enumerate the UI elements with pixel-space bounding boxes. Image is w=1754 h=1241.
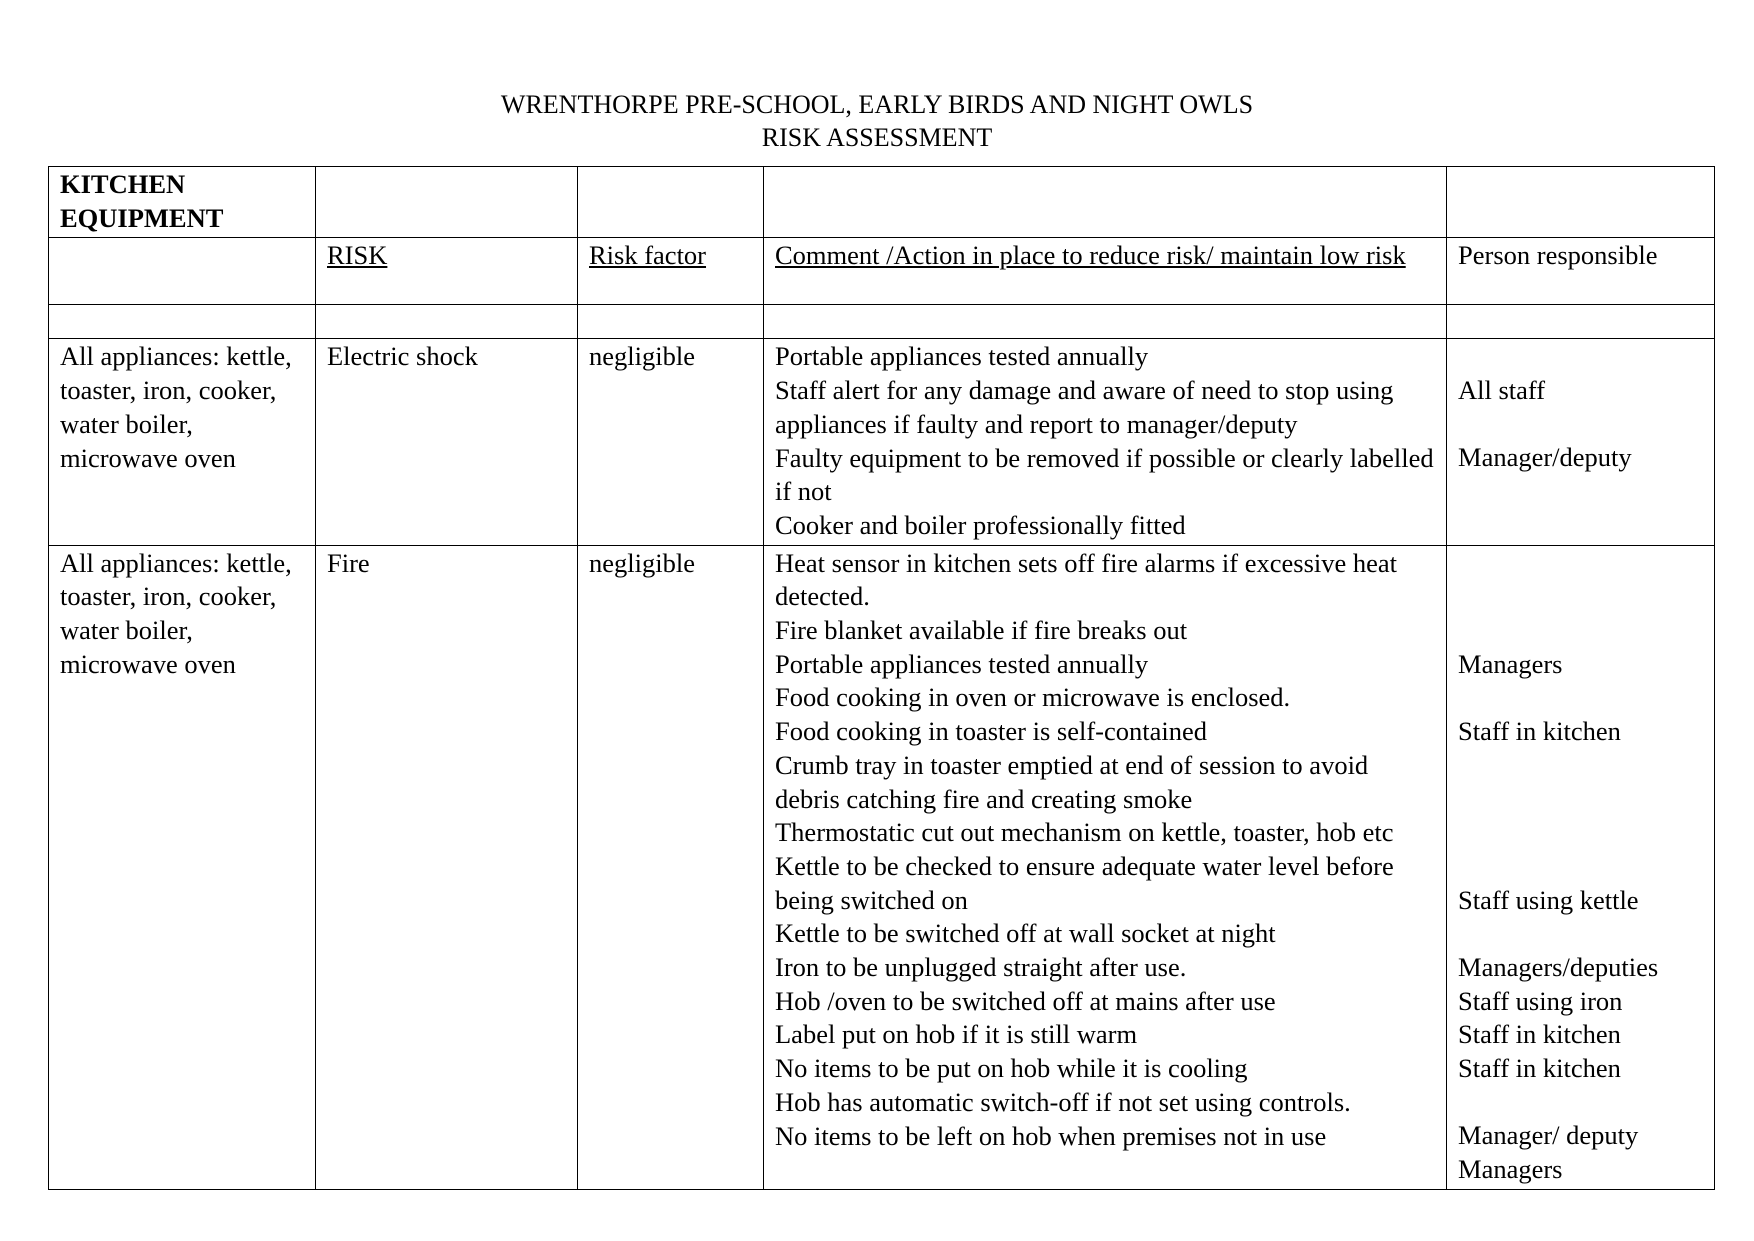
risk-cell: Electric shock [316, 339, 578, 545]
person-line [1458, 782, 1704, 816]
action-item: Label put on hob if it is still warm [775, 1019, 1138, 1050]
persons-cell [1447, 545, 1715, 1189]
person-line: Manager/deputy [1458, 442, 1632, 473]
section-title-cell [49, 167, 316, 238]
title-line-2: RISK ASSESSMENT [761, 123, 993, 152]
spacer-row [49, 305, 1715, 339]
action-item: Faulty equipment to be removed if possible or clearly labelled if not [775, 442, 1434, 507]
header-risk: RISK [316, 238, 578, 305]
action-item: No items to be left on hob when premises not in use [775, 1120, 1327, 1151]
person-line: Managers [1458, 1154, 1563, 1185]
person-line: Staff in kitchen [1458, 1019, 1621, 1050]
person-line [1458, 614, 1704, 648]
section-title: KITCHEN EQUIPMENT [60, 169, 224, 233]
person-line [1458, 850, 1704, 884]
section-title-row [49, 167, 1715, 238]
person-line [1458, 340, 1704, 374]
action-item: Hob has automatic switch-off if not set using controls. [775, 1086, 1351, 1117]
person-line [1458, 816, 1704, 850]
person-line: Manager/ deputy [1458, 1120, 1639, 1151]
action-item: Staff alert for any damage and aware of need to stop using appliances if faulty and report to manager/deputy [775, 375, 1394, 439]
action-item: Portable appliances tested annually [775, 648, 1149, 679]
person-line [1458, 1086, 1704, 1120]
document-title [0, 88, 1754, 154]
person-line: All staff [1458, 375, 1546, 406]
person-line [1458, 580, 1704, 614]
actions-cell [764, 339, 1447, 545]
action-item: Crumb tray in toaster emptied at end of session to avoid debris catching fire and creating smoke [775, 749, 1369, 814]
header-risk-factor: Risk factor [578, 238, 764, 305]
person-line: Managers [1458, 648, 1563, 679]
action-item: Heat sensor in kitchen sets off fire alarms if excessive heat detected. [775, 547, 1398, 612]
person-line [1458, 749, 1704, 783]
risk-assessment-table [48, 166, 1715, 1190]
person-line [1458, 681, 1704, 715]
column-header-row [49, 238, 1715, 305]
action-item: Food cooking in oven or microwave is enclosed. [775, 682, 1291, 713]
person-line [1458, 408, 1704, 442]
person-line: Staff in kitchen [1458, 716, 1621, 747]
person-line: Staff in kitchen [1458, 1053, 1621, 1084]
person-line [1458, 547, 1704, 581]
person-line: Staff using kettle [1458, 884, 1639, 915]
title-line-1: WRENTHORPE PRE-SCHOOL, EARLY BIRDS AND NIGHT OWLS [500, 90, 1254, 119]
risk-cell: Fire [316, 545, 578, 1189]
risk-factor-cell: negligible [578, 545, 764, 1189]
header-person-responsible: Person responsible [1447, 238, 1715, 305]
action-item: Hob /oven to be switched off at mains after use [775, 985, 1276, 1016]
table-row [49, 339, 1715, 545]
person-line: Managers/deputies [1458, 951, 1659, 982]
action-item: Kettle to be checked to ensure adequate water level before being switched on [775, 850, 1394, 915]
header-comment: Comment /Action in place to reduce risk/ maintain low risk [764, 238, 1447, 305]
item-cell: All appliances: kettle, toaster, iron, cooker, water boiler, microwave oven [49, 339, 316, 545]
item-cell: All appliances: kettle, toaster, iron, cooker, water boiler, microwave oven [49, 545, 316, 1189]
person-line [1458, 917, 1704, 951]
action-item: Kettle to be switched off at wall socket at night [775, 918, 1276, 949]
action-item: Fire blanket available if fire breaks out [775, 615, 1188, 646]
action-item: Iron to be unplugged straight after use. [775, 952, 1187, 983]
action-item: Thermostatic cut out mechanism on kettle, toaster, hob etc [775, 817, 1394, 848]
actions-cell [764, 545, 1447, 1189]
person-line: Staff using iron [1458, 985, 1623, 1016]
table-row [49, 545, 1715, 1189]
action-item: No items to be put on hob while it is cooling [775, 1053, 1248, 1084]
action-item: Food cooking in toaster is self-contained [775, 716, 1208, 747]
persons-cell [1447, 339, 1715, 545]
risk-factor-cell: negligible [578, 339, 764, 545]
action-item: Cooker and boiler professionally fitted [775, 509, 1186, 540]
action-item: Portable appliances tested annually [775, 341, 1149, 372]
